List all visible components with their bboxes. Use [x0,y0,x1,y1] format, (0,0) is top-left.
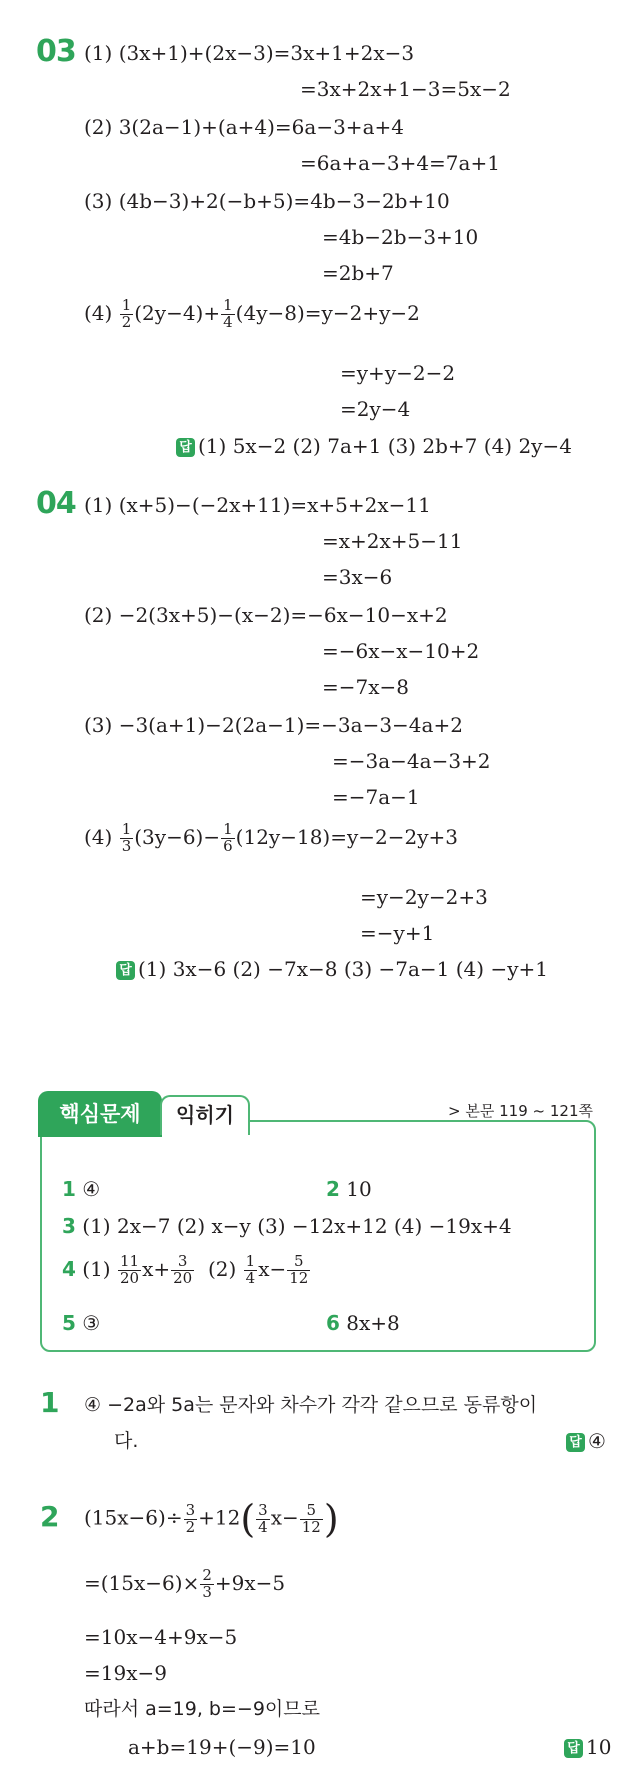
solution-2-line-3: =10x−4+9x−5 [84,1625,238,1649]
p03-line-8 [84,298,420,331]
p04-answer: 답 (1) 3x−6 (2) −7x−8 (3) −7a−1 (4) −y+1 [116,956,548,982]
fraction: $\frac{1}{2}$ [121,296,132,331]
p04-line-7: (3) −3(a+1)−2(2a−1)=−3a−3−4a+2 [84,713,463,737]
page-reference: > 본문 119 ~ 121쪽 [448,1102,593,1120]
p04-l4-end: (12y−18)=y−2−2y+3 [235,824,459,849]
practice-tab: 익히기 [160,1095,250,1135]
answer-icon: 답 [564,1739,583,1758]
p04-line-5: =−6x−x−10+2 [322,639,480,663]
p03-line-9: =y+y−2−2 [340,361,456,385]
p03-line-1: (1) (3x+1)+(2x−3)=3x+1+2x−3 [84,41,415,65]
solution-1-line-1: ④ −2a와 5a는 문자와 차수가 각각 같으므로 동류항이 [84,1394,538,1416]
p03-line-10: =2y−4 [340,397,411,421]
p03-l4-prefix: (4) [84,300,113,325]
p04-line-4: (2) −2(3x+5)−(x−2)=−6x−10−x+2 [84,603,448,627]
solution-number-2: 2 [40,1500,60,1533]
problem-number-03: 03 [36,34,76,69]
core-answer-5: 5 ③ [62,1311,101,1335]
p03-line-2: =3x+2x+1−3=5x−2 [300,77,511,101]
p04-line-1: (1) (x+5)−(−2x+11)=x+5+2x−11 [84,493,431,517]
p04-line-11: =y−2y−2+3 [360,885,488,909]
p04-line-9: =−7a−1 [332,785,420,809]
solution-1-answer: 답 ④ [566,1428,606,1454]
p03-line-4: =6a+a−3+4=7a+1 [300,151,500,175]
solution-2-line-2: =(15x−6)× $\frac{2}{3}$ +9x−5 [84,1566,286,1601]
fraction: $\frac{2}{3}$ [202,1566,212,1601]
core-problems-tab: 핵심문제 [38,1091,162,1137]
fraction: $\frac{3}{2}$ [185,1500,196,1536]
fraction: $\frac{3}{4}$ [258,1500,268,1536]
solution-2-line-6: a+b=19+(−9)=10 [128,1735,316,1759]
fraction: $\frac{1}{6}$ [223,820,233,855]
fraction: $\frac{5}{12}$ [289,1252,309,1287]
fraction: $\frac{1}{3}$ [121,820,132,855]
core-answer-4: 4 (1) $\frac{11}{20}$ x+ $\frac{3}{20}$ (2) $\frac{1}{4}$ x− $\frac{5}{12}$ [62,1252,309,1287]
core-answer-6: 6 8x+8 [326,1311,400,1335]
p04-line-3: =3x−6 [322,565,393,589]
solution-2-answer: 답 10 [564,1734,611,1760]
solution-1-line-2: 다. [114,1430,139,1452]
solution-2-line-4: =19x−9 [84,1661,167,1685]
p03-l4-end: (4y−8)=y−2+y−2 [235,300,420,325]
fraction: $\frac{1}{4}$ [245,1252,256,1287]
core-answer-1: 1 ④ [62,1177,101,1201]
answer-icon: 답 [176,438,195,457]
p03-l4-mid: (2y−4)+ [134,300,221,325]
fraction: $\frac{1}{4}$ [223,296,233,331]
core-answer-2: 2 10 [326,1177,372,1201]
problem-number-04: 04 [36,486,76,521]
solution-2-line-1: (15x−6)÷ $\frac{3}{2}$ +12( $\frac{3}{4}$ x− $\frac{5}{12}$ ) [84,1497,339,1541]
p04-line-10 [84,822,458,855]
p04-line-6: =−7x−8 [322,675,410,699]
solution-2-line-5: 따라서 a=19, b=−9이므로 [84,1698,320,1720]
answer-icon: 답 [116,961,135,980]
fraction: $\frac{5}{12}$ [301,1500,321,1536]
fraction: $\frac{3}{20}$ [173,1252,193,1287]
p04-line-2: =x+2x+5−11 [322,529,463,553]
fraction: $\frac{11}{20}$ [119,1252,140,1287]
p03-answer: 답 (1) 5x−2 (2) 7a+1 (3) 2b+7 (4) 2y−4 [176,433,572,459]
p04-l4-mid: (3y−6)− [134,824,221,849]
solution-number-1: 1 [40,1386,60,1419]
p04-line-8: =−3a−4a−3+2 [332,749,491,773]
core-answer-3: 3 (1) 2x−7 (2) x−y (3) −12x+12 (4) −19x+4 [62,1214,512,1238]
p03-line-7: =2b+7 [322,261,394,285]
p03-line-3: (2) 3(2a−1)+(a+4)=6a−3+a+4 [84,115,404,139]
p04-line-12: =−y+1 [360,921,435,945]
answer-icon: 답 [566,1433,585,1452]
p03-line-5: (3) (4b−3)+2(−b+5)=4b−3−2b+10 [84,189,450,213]
p04-l4-prefix: (4) [84,824,113,849]
p03-line-6: =4b−2b−3+10 [322,225,479,249]
